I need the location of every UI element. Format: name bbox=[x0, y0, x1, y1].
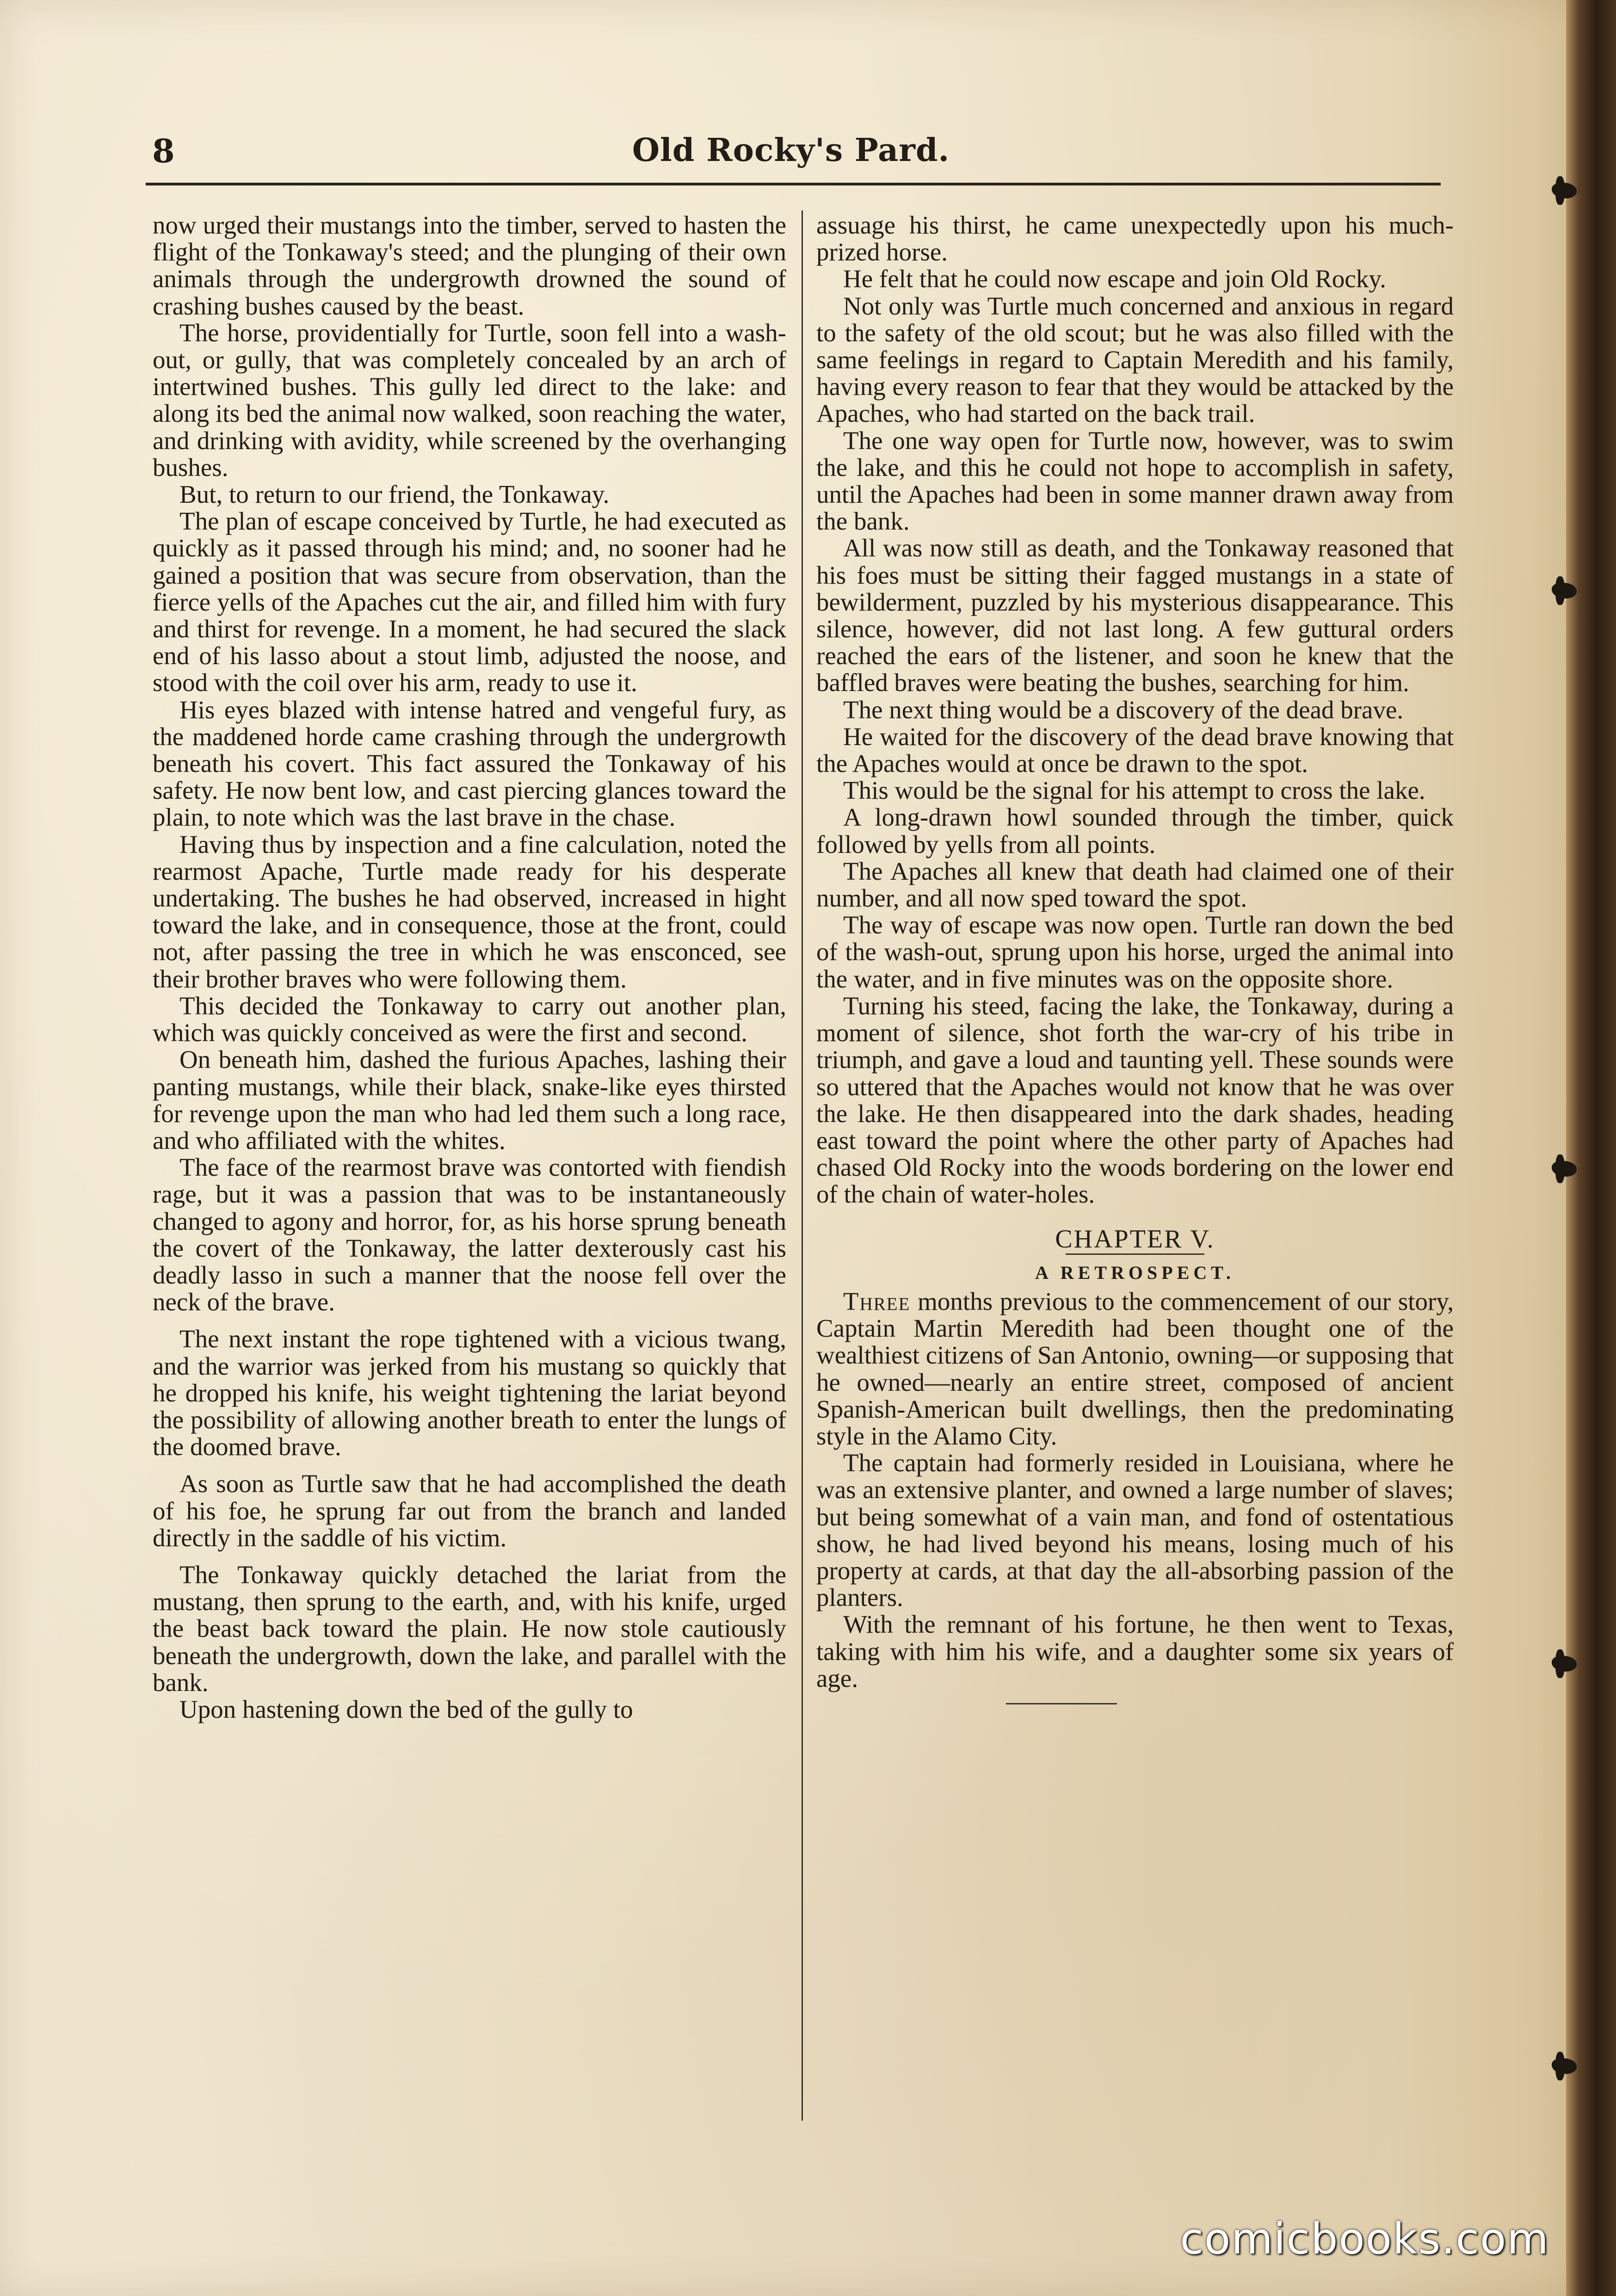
paragraph: Not only was Turtle much concerned and anxious in regard to the safety of the old scout; but he was also filled with the same feelings in regard to Captain Meredith and his family, having every reason to fear that they would be attacked by the Apaches, who had started on the back trail. bbox=[816, 291, 1454, 428]
binding-stitch bbox=[1552, 583, 1577, 599]
paragraph: The plan of escape conceived by Turtle, he had executed as quickly as it passed through his mind; and, no sooner had he gained a position that was secure from observation, than the fierce yells of the Apaches cut the air, and filled him with fury and thirst for revenge. In a moment, he had secured the slack end of his lasso about a stout limb, adjusted the noose, and stood with the coil over his arm, ready to use it. bbox=[153, 507, 786, 697]
paragraph: This decided the Tonkaway to carry out another plan, which was quickly conceived as were the first and second. bbox=[153, 991, 786, 1047]
column-divider bbox=[802, 210, 803, 2121]
paragraph: This would be the signal for his attempt to cross the lake. bbox=[843, 776, 1425, 805]
paragraph: now urged their mustangs into the timber, served to hasten the flight of the Tonkaway's steed; and the plunging of their own animals through the undergrowth drowned the sound of crashing bushes caused by the beast. bbox=[153, 211, 786, 320]
paragraph: Having thus by inspection and a fine calculation, noted the rearmost Apache, Turtle made ready for his desperate undertaking. The bushes he had observed, increased in hight toward the lake, and in consequence, those at the front, could not, after passing the tree in which he was ensconced, see their brother braves who were following them. bbox=[153, 830, 786, 993]
page-number: 8 bbox=[152, 132, 175, 170]
binding-stitch bbox=[1552, 183, 1577, 198]
page-header bbox=[146, 132, 1436, 176]
header-rule bbox=[146, 183, 1441, 185]
paragraph: The captain had formerly resided in Louisiana, where he was an extensive planter, and owned a large number of slaves; but being somewhat of a vain man, and fond of ostentatious show, he had lived beyond his means, losing much of his property at cards, at that day the all-absorbing passion of the planters. bbox=[816, 1449, 1454, 1612]
paragraph: The Apaches all knew that death had claimed one of their number, and all now sped toward the spot. bbox=[816, 857, 1454, 913]
paragraph: All was now still as death, and the Tonkaway reasoned that his foes must be sitting their fagged mustangs in a state of bewilderment, puzzled by his mysterious disappearance. This silence, however, did not last long. A few guttural orders reached the ears of the listener, and soon he knew that the baffled braves were beating the bushes, searching for him. bbox=[816, 534, 1454, 697]
paragraph: assuage his thirst, he came unexpectedly upon his much-prized horse. bbox=[816, 211, 1454, 266]
paragraph: He felt that he could now escape and join Old Rocky. bbox=[843, 265, 1387, 293]
chapter-heading: CHAPTER V. bbox=[1055, 1224, 1215, 1253]
watermark: comicbooks.com bbox=[1180, 2214, 1549, 2264]
end-rule bbox=[1006, 1703, 1117, 1704]
paragraph: The next thing would be a discovery of the dead brave. bbox=[843, 695, 1404, 724]
paragraph: But, to return to our friend, the Tonkaway. bbox=[179, 480, 610, 509]
binding-stitch bbox=[1552, 1656, 1577, 1672]
paragraph: With the remnant of his fortune, he then went to Texas, taking with him his wife, and a daughter some six years of age. bbox=[816, 1610, 1454, 1692]
paragraph: He waited for the discovery of the dead brave knowing that the Apaches would at once be drawn to the spot. bbox=[816, 722, 1454, 778]
binding-stitch bbox=[1552, 1161, 1577, 1177]
left-column bbox=[153, 212, 786, 1723]
paragraph: His eyes blazed with intense hatred and vengeful fury, as the maddened horde came crashing through the undergrowth beneath his covert. This fact assured the Tonkaway of his safety. He now bent low, and cast piercing glances toward the plain, to note which was the last brave in the chase. bbox=[153, 695, 786, 832]
chapter-rule bbox=[1066, 1253, 1204, 1255]
paragraph: The way of escape was now open. Turtle ran down the bed of the wash-out, sprung upon his horse, urged the animal into the water, and in five minutes was on the opposite shore. bbox=[816, 911, 1454, 993]
paragraph: Turning his steed, facing the lake, the Tonkaway, during a moment of silence, shot forth the war-cry of his tribe in triumph, and gave a loud and taunting yell. These sounds were so uttered that the Apaches would not know that he was over the lake. He then disappeared into the dark shades, heading east toward the point where the other party of Apaches had chased Old Rocky into the woods bordering on the lower end of the chain of water-holes. bbox=[816, 991, 1454, 1209]
right-column bbox=[816, 212, 1454, 1704]
chapter-paragraph bbox=[816, 1288, 1454, 1450]
paragraph: The one way open for Turtle now, however, was to swim the lake, and this he could not hope to accomplish in safety, until the Apaches had been in some manner drawn away from the bank. bbox=[816, 426, 1454, 536]
chapter-subtitle: A RETROSPECT. bbox=[1035, 1262, 1235, 1283]
opening-word: Three bbox=[843, 1287, 911, 1315]
binding-stitch bbox=[1552, 2058, 1577, 2074]
paragraph: The horse, providentially for Turtle, soon fell into a wash-out, or gully, that was completely concealed by an arch of intertwined bushes. This gully led direct to the lake: and along its bed the animal now walked, soon reaching the water, and drinking with avidity, while screened by the overhanging bushes. bbox=[153, 318, 786, 481]
paragraph: A long-drawn howl sounded through the timber, quick followed by yells from all points. bbox=[816, 803, 1454, 858]
binding-spine bbox=[1566, 0, 1616, 2296]
paragraph-text: months previous to the commencement of our story, Captain Martin Meredith had been thought one of the wealthiest citizens of San Antonio, owning—or supposing that he owned—nearly an entire street, composed of ancient Spanish-American built dwellings, then the predominating style in the Alamo City. bbox=[816, 1287, 1454, 1450]
paragraph: The Tonkaway quickly detached the lariat from the mustang, then sprung to the earth, and, with his knife, urged the beast back toward the plain. He now stole cautiously beneath the undergrowth, down the lake, and parallel with the bank. bbox=[153, 1560, 786, 1697]
paragraph: On beneath him, dashed the furious Apaches, lashing their panting mustangs, while their black, snake-like eyes thirsted for revenge upon the man who had led them such a long race, and who affiliated with the whites. bbox=[153, 1045, 786, 1154]
paragraph: Upon hastening down the bed of the gully to bbox=[179, 1695, 633, 1723]
running-title: Old Rocky's Pard. bbox=[632, 132, 950, 169]
paragraph: The next instant the rope tightened with a vicious twang, and the warrior was jerked from his mustang so quickly that he dropped his knife, his weight tightening the lariat beyond the possibility of allowing another breath to enter the lungs of the doomed brave. bbox=[153, 1325, 786, 1461]
paragraph: As soon as Turtle saw that he had accomplished the death of his foe, he sprung far out from the branch and landed directly in the saddle of his victim. bbox=[153, 1469, 786, 1552]
paragraph: The face of the rearmost brave was contorted with fiendish rage, but it was a passion that was to be instantaneously changed to agony and horror, for, as his horse sprung beneath the covert of the Tonkaway, the latter dexterously cast his deadly lasso in such a manner that the noose fell over the neck of the brave. bbox=[153, 1153, 786, 1316]
